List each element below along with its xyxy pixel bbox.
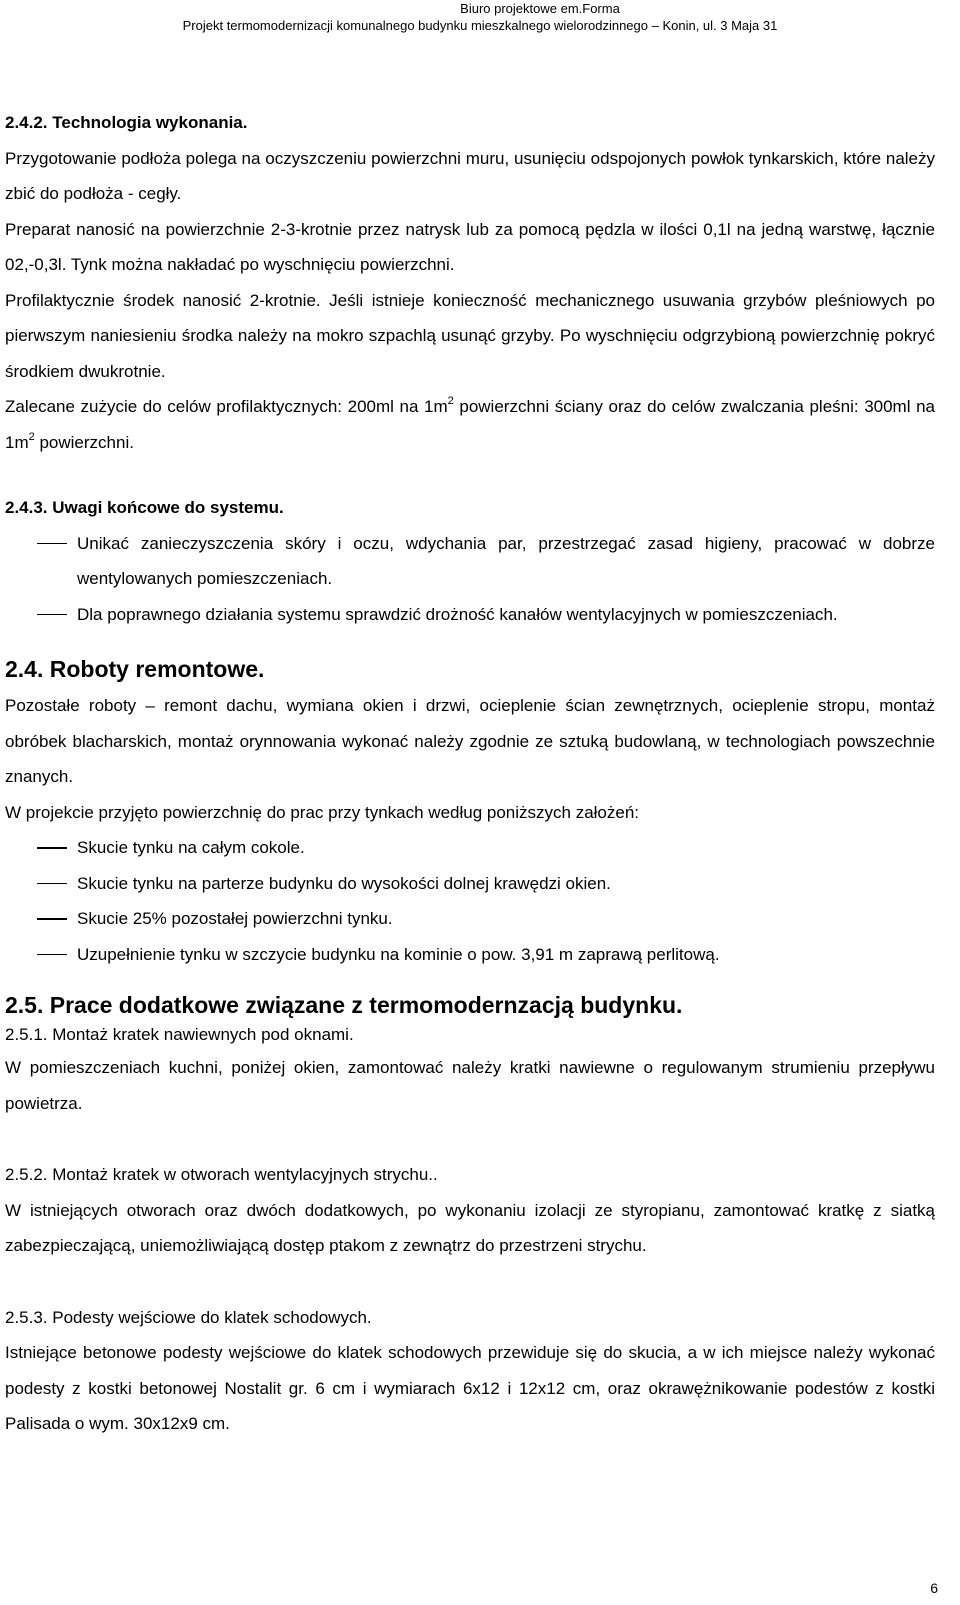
heading-2-4-3: 2.4.3. Uwagi końcowe do systemu. [5, 498, 284, 517]
dash-bullet-icon [37, 543, 67, 545]
header-company: Biuro projektowe em.Forma [460, 1, 620, 16]
list-item-text: Skucie tynku na całym cokole. [77, 838, 305, 857]
dash-bullet-icon [37, 918, 67, 920]
heading-2-5: 2.5. Prace dodatkowe związane z termomodernzacją budynku. [5, 992, 683, 1018]
plaster-list [5, 830, 935, 972]
paragraph-plaster-assumptions: W projekcie przyjęto powierzchnię do prac przy tynkach według poniższych założeń: [5, 802, 640, 822]
heading-2-5-3: 2.5.3. Podesty wejściowe do klatek schodowych. [5, 1307, 372, 1327]
paragraph-prophylactic: Profilaktycznie środek nanosić 2-krotnie. Jeśli istnieje konieczność mechanicznego usuwania grzybów pleśniowych po pierwszym naniesieniu środka należy na mokro szpachlą usunąć grzyby. Po wyschnięciu odgrzybioną powierzchnię pokryć środkiem dwukrotnie. [5, 290, 935, 381]
superscript-2: 2 [28, 430, 35, 443]
paragraph-preparation: Przygotowanie podłoża polega na oczyszczeniu powierzchni muru, usunięciu odspojonych powłok tynkarskich, które należy zbić do podłoża - cegły. [5, 148, 935, 203]
heading-2-5-2: 2.5.2. Montaż kratek w otworach wentylacyjnych strychu.. [5, 1165, 438, 1184]
page-number: 6 [930, 1580, 938, 1596]
list-item [5, 830, 935, 866]
list-item-text: Uzupełnienie tynku w szczycie budynku na kominie o pow. 3,91 m zaprawą perlitową. [77, 944, 720, 964]
list-item-text: Skucie 25% pozostałej powierzchni tynku. [77, 909, 393, 928]
paragraph-attic-vents: W istniejących otworach oraz dwóch dodatkowych, po wykonaniu izolacji ze styropianu, zamontować kratkę z siatką zabezpieczającą, uniemożliwiającą dostęp ptakom z zewnątrz do przestrzeni strychu. [5, 1200, 935, 1255]
heading-2-4-2: 2.4.2. Technologia wykonania. [5, 113, 248, 132]
document-body [5, 105, 935, 1442]
list-item [5, 526, 935, 597]
consumption-text-b: powierzchni ściany oraz do celów zwalczania pleśni: 300ml na 1m [5, 397, 935, 452]
final-remarks-list [5, 526, 935, 633]
list-item [5, 937, 935, 973]
header-project-title: Projekt termomodernizacji komunalnego budynku mieszkalnego wielorodzinnego – Konin, ul. 3 Maja 31 [182, 18, 778, 33]
paragraph-entrance-landings: Istniejące betonowe podesty wejściowe do klatek schodowych przewiduje się do skucia, a w ich miejsce należy wykonać podesty z kostki betonowej Nostalit gr. 6 cm i wymiarach 6x12 i 12x12 cm, oraz okrawężnikowanie podestów z kostki Palisada o wym. 30x12x9 cm. [5, 1343, 935, 1433]
heading-2-4: 2.4. Roboty remontowe. [5, 656, 265, 682]
paragraph-application: Preparat nanosić na powierzchnie 2-3-krotnie przez natrysk lub za pomocą pędzla w ilości 0,1l na jedną warstwę, łącznie 02,-0,3l. Tynk można nakładać po wyschnięciu powierzchni. [5, 219, 935, 274]
list-item-text: Dla poprawnego działania systemu sprawdzić drożność kanałów wentylacyjnych w pomieszczeniach. [77, 604, 838, 624]
page-header [0, 0, 960, 34]
list-item-text: Skucie tynku na parterze budynku do wysokości dolnej krawędzi okien. [77, 873, 611, 893]
dash-bullet-icon [37, 614, 67, 616]
list-item [5, 901, 935, 937]
list-item-text: Unikać zanieczyszczenia skóry i oczu, wdychania par, przestrzegać zasad higieny, pracować w dobrze wentylowanych pomieszczeniach. [77, 533, 935, 588]
dash-bullet-icon [37, 883, 67, 885]
consumption-text-c: powierzchni. [34, 432, 134, 452]
superscript-2: 2 [447, 395, 454, 408]
paragraph-remaining-works: Pozostałe roboty – remont dachu, wymiana okien i drzwi, ocieplenie ścian zewnętrznych, ocieplenie stropu, montaż obróbek blacharskich, montaż orynnowania wykonać należy zgodnie ze sztuką budowlaną, w technologiach powszechnie znanych. [5, 696, 935, 786]
list-item [5, 597, 935, 633]
dash-bullet-icon [37, 954, 67, 956]
heading-2-5-1: 2.5.1. Montaż kratek nawiewnych pod oknami. [5, 1025, 354, 1044]
dash-bullet-icon [37, 847, 67, 849]
paragraph-consumption [5, 389, 935, 460]
consumption-text-a: Zalecane zużycie do celów profilaktycznych: 200ml na 1m [5, 397, 448, 416]
paragraph-vents-kitchen: W pomieszczeniach kuchni, poniżej okien, zamontować należy kratki nawiewne o regulowanym strumieniu przepływu powietrza. [5, 1058, 935, 1113]
list-item [5, 866, 935, 902]
